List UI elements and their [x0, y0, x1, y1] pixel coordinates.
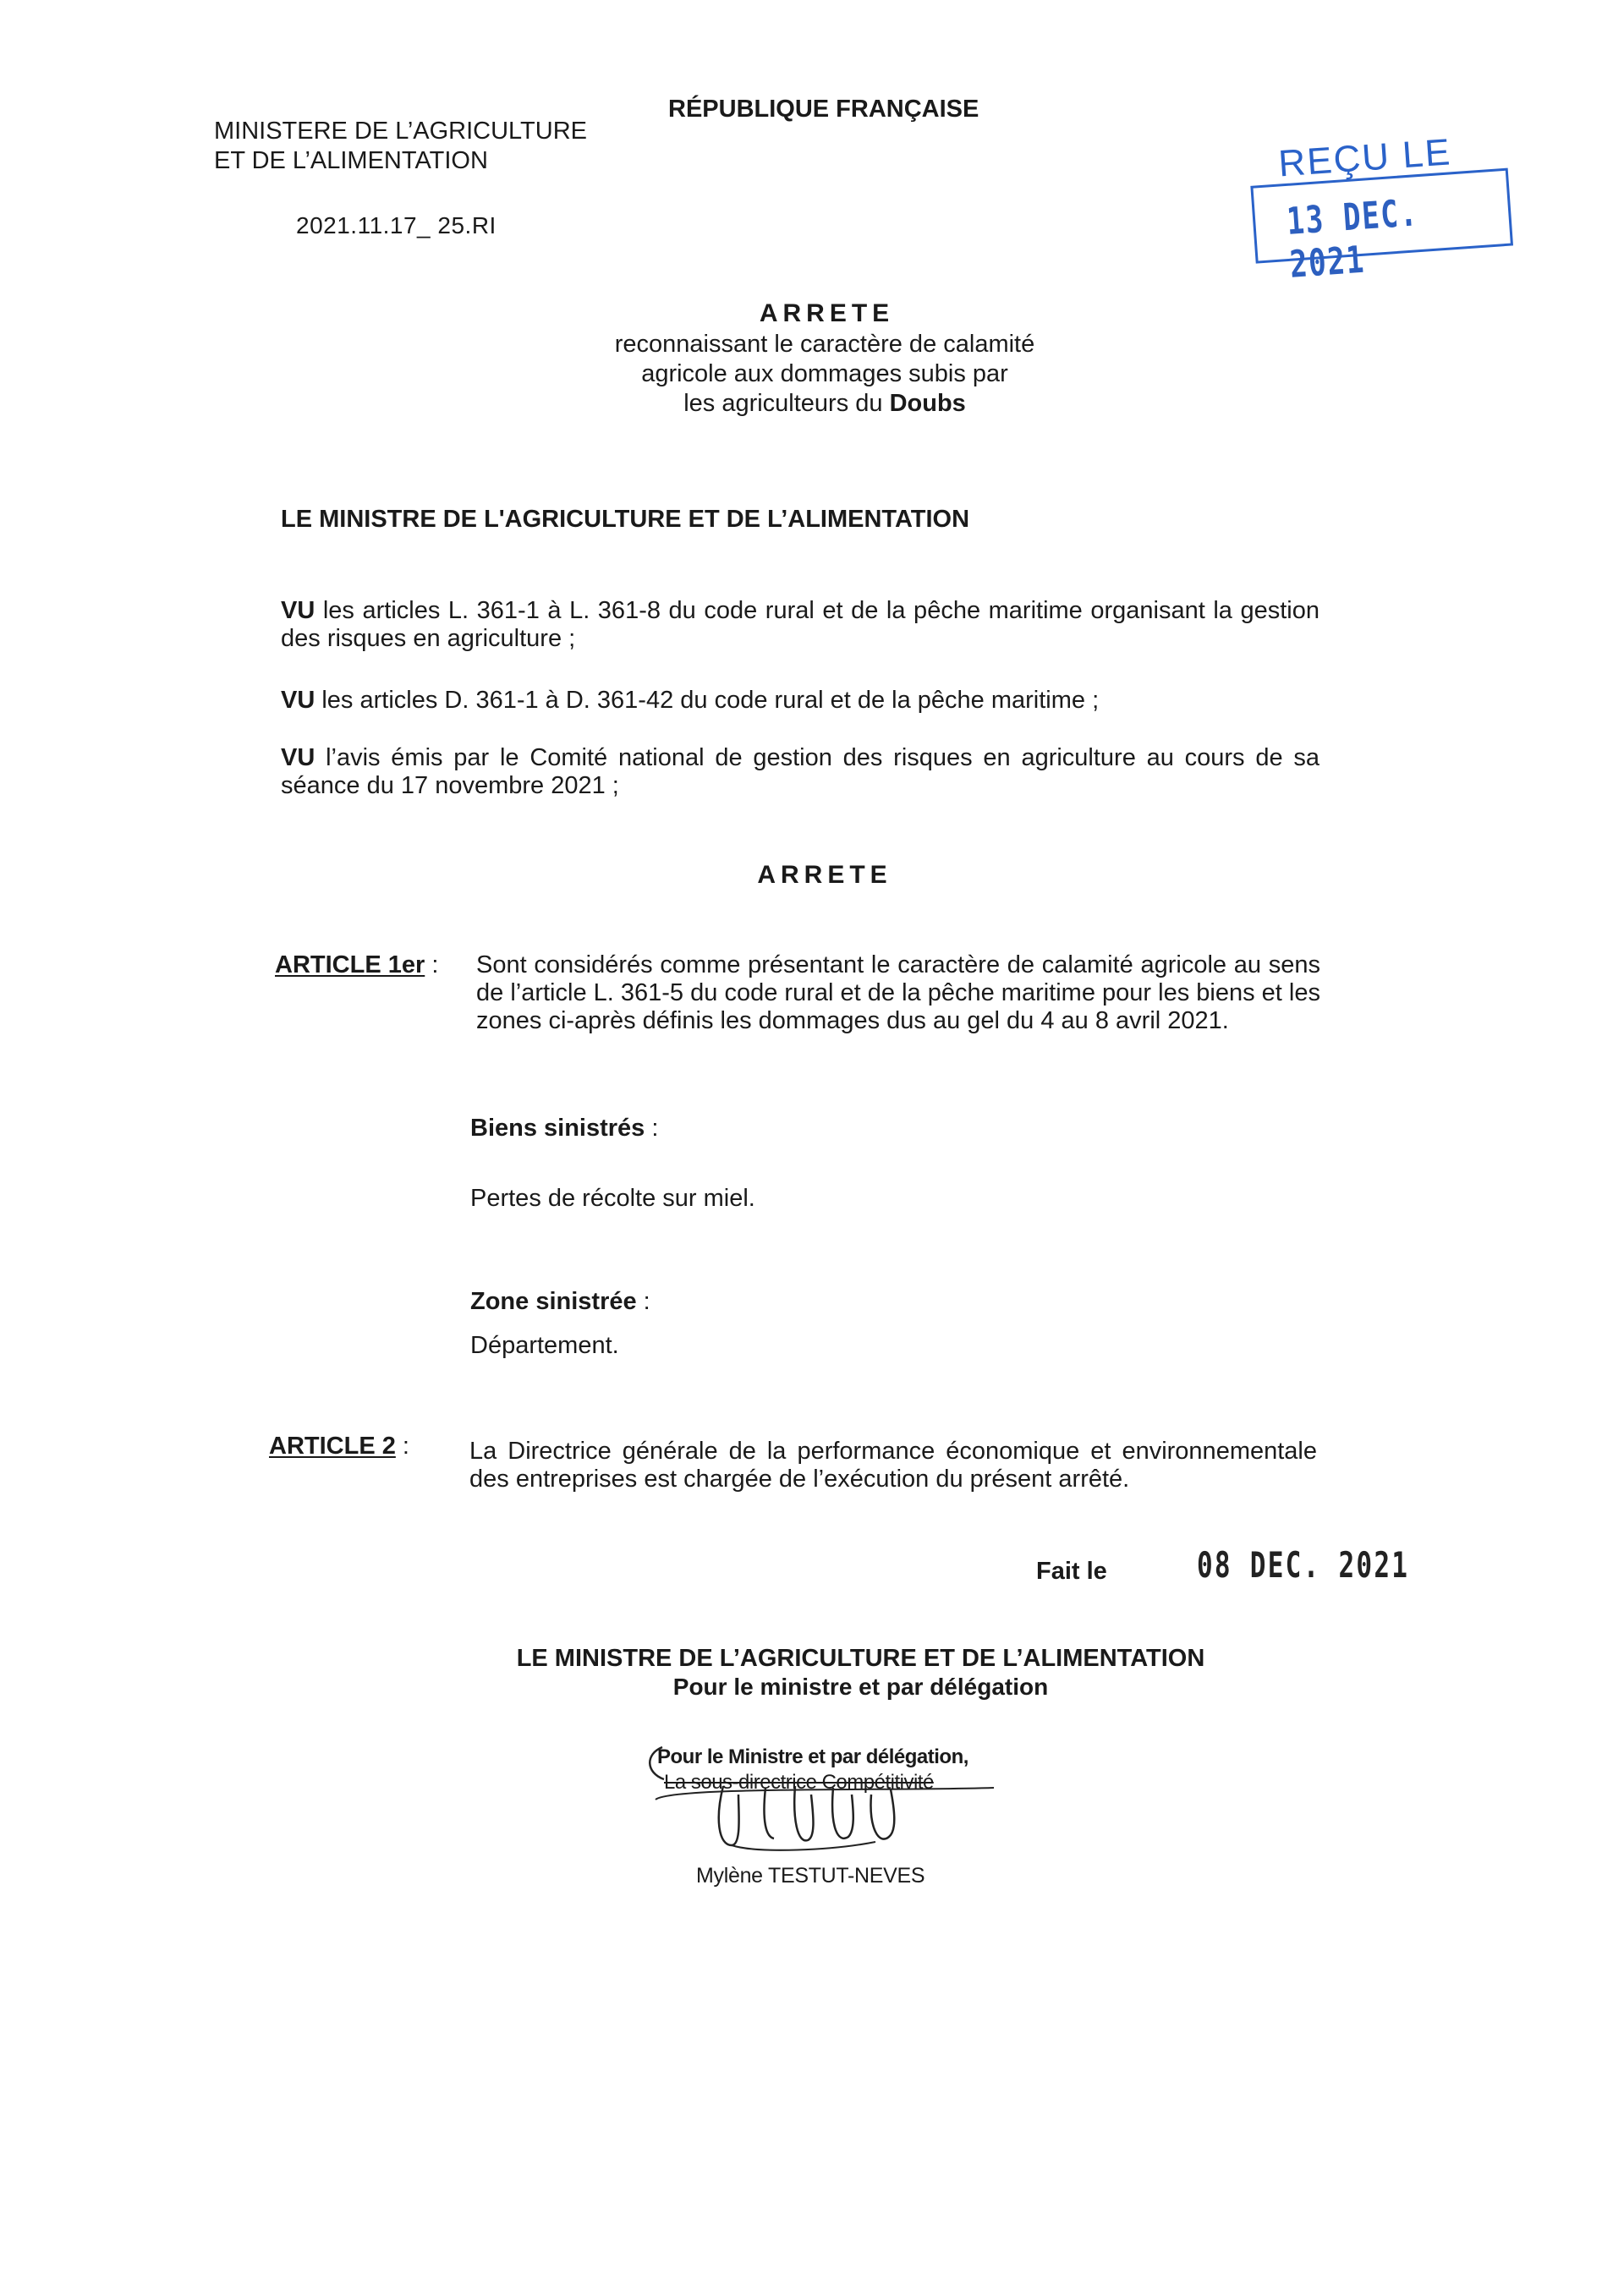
- visa-text: les articles D. 361-1 à D. 361-42 du code rural et de la pêche maritime ;: [315, 687, 1100, 714]
- document-reference: 2021.11.17_ 25.RI: [296, 212, 497, 238]
- visa-lead: VU: [281, 597, 315, 624]
- ministry-line-2: ET DE L’ALIMENTATION: [214, 147, 488, 174]
- received-stamp-label: REÇU LE: [1276, 131, 1453, 185]
- signature-stamp-line-2: La sous-directrice Compétitivité: [664, 1771, 934, 1794]
- visa-lead: VU: [281, 744, 315, 771]
- title-subtitle: [0, 330, 1624, 419]
- subtitle-line-1: reconnaissant le caractère de calamité: [614, 331, 1035, 358]
- signing-minister: LE MINISTRE DE L’AGRICULTURE ET DE L’ALIMENTATION: [516, 1645, 1205, 1672]
- signature-stamp-line-1: Pour le Ministre et par délégation,: [657, 1745, 968, 1768]
- article-1-title: ARTICLE 1er: [275, 951, 425, 978]
- article-1-label: [275, 951, 438, 979]
- signature-date-stamp: 08 DEC. 2021: [1197, 1544, 1410, 1586]
- ministry-line-1: MINISTERE DE L’AGRICULTURE: [214, 118, 587, 145]
- visa-1: [281, 597, 1320, 653]
- article-1-colon: :: [425, 951, 439, 978]
- damaged-zone-colon: :: [636, 1288, 650, 1315]
- damaged-goods-colon: :: [645, 1115, 659, 1142]
- article-2-title: ARTICLE 2: [269, 1433, 396, 1460]
- delegation-line: Pour le ministre et par délégation: [672, 1674, 1049, 1700]
- visa-3: [281, 744, 1320, 800]
- ministry-name: [214, 117, 587, 176]
- article-2-text: La Directrice générale de la performance économique et environnementale des entreprises est chargée de l’exécution du présent arrêté.: [469, 1438, 1317, 1493]
- subtitle-line-2: agricole aux dommages subis par: [641, 360, 1008, 387]
- damaged-zone-label: [470, 1287, 650, 1316]
- visa-text: les articles L. 361-1 à L. 361-8 du code rural et de la pêche maritime organisant la gestion des risques en agriculture ;: [281, 597, 1320, 652]
- subtitle-line-3: [0, 389, 1624, 419]
- department-name: Doubs: [889, 390, 966, 417]
- visa-lead: VU: [281, 687, 315, 714]
- done-on-label: Fait le: [1036, 1558, 1107, 1585]
- visa-2: [281, 686, 1099, 715]
- article-2-label: [269, 1432, 409, 1460]
- republic-heading: RÉPUBLIQUE FRANÇAISE: [668, 96, 979, 123]
- visa-text: l’avis émis par le Comité national de gestion des risques en agriculture au cours de sa séance du 17 novembre 2021 ;: [281, 744, 1320, 799]
- damaged-zone-title: Zone sinistrée: [470, 1288, 637, 1315]
- subtitle-line-3-text: les agriculteurs du: [683, 390, 890, 417]
- damaged-goods-title: Biens sinistrés: [470, 1115, 645, 1142]
- article-1-text: Sont considérés comme présentant le caractère de calamité agricole au sens de l’article L. 361-5 du code rural et de la pêche maritime pour les biens et les zones ci-après définis les dommages dus au gel du 4 au 8 avril 2021.: [476, 951, 1320, 1034]
- minister-heading: LE MINISTRE DE L'AGRICULTURE ET DE L’ALIMENTATION: [281, 506, 970, 533]
- signer-name: Mylène TESTUT-NEVES: [696, 1864, 925, 1888]
- article-2-colon: :: [395, 1433, 409, 1460]
- title-heading: ARRETE: [759, 299, 895, 327]
- damaged-goods-label: [470, 1114, 658, 1143]
- received-stamp-date: 13 DEC. 2021: [1285, 191, 1420, 287]
- received-stamp: [1248, 127, 1517, 287]
- damaged-goods-value: Pertes de récolte sur miel.: [470, 1185, 755, 1212]
- decision-heading: ARRETE: [757, 861, 892, 889]
- damaged-zone-value: Département.: [470, 1332, 619, 1359]
